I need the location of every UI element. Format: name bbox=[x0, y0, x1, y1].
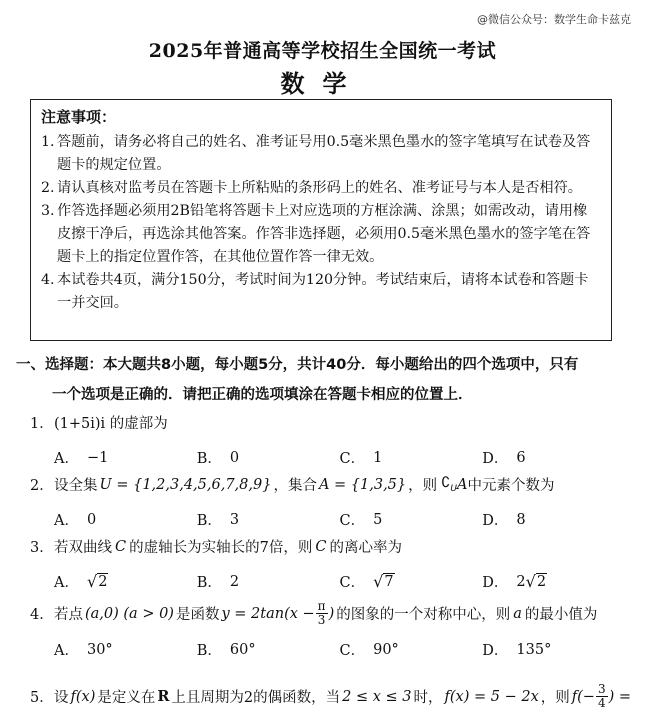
option-b: B． 0 bbox=[196, 449, 240, 467]
question-number: 2． bbox=[30, 478, 54, 494]
option-a: A． 30° bbox=[54, 641, 113, 659]
option-row bbox=[30, 639, 625, 660]
sqrt-expression: √ 7 bbox=[373, 571, 394, 591]
option-c: C． 1 bbox=[339, 449, 383, 467]
notice-item bbox=[41, 131, 601, 177]
section-header-line: 一个选项是正确的．请把正确的选项填涂在答题卡相应的位置上． bbox=[52, 387, 473, 403]
section-header bbox=[16, 350, 631, 410]
question-stem: 3． 若双曲线 C 的虚轴长为实轴长的7倍，则 C 的离心率为 bbox=[30, 536, 625, 557]
option-d: D． 8 bbox=[482, 511, 526, 529]
question-1 bbox=[30, 412, 625, 468]
notice-title: 注意事项： bbox=[41, 108, 117, 126]
complement-symbol: $∁_U$ bbox=[441, 475, 457, 494]
question-stem: 4． 若点 (a,0) (a > 0) 是函数 y = 2tan(x − $\frac{\pi}{3}$ ) 的图象的一个对称中心，则 a 的最小值为 bbox=[30, 599, 598, 627]
fraction: $\frac{\pi}{3}$ bbox=[317, 599, 326, 627]
option-c: C． 5 bbox=[339, 511, 383, 529]
notice-item bbox=[41, 177, 601, 200]
question-number: 4． bbox=[30, 607, 54, 623]
option-row bbox=[30, 509, 625, 530]
question-2 bbox=[30, 474, 625, 530]
option-d: D． 135° bbox=[482, 641, 552, 659]
question-number: 5． bbox=[30, 690, 54, 706]
question-number: 1． bbox=[30, 416, 54, 432]
notice-item bbox=[41, 269, 601, 315]
notice-item-text: 答题前，请务必将自己的姓名、准考证号用0.5毫米黑色墨水的签字笔填写在试卷及答题卡的规定位置。 bbox=[57, 134, 591, 173]
watermark: @微信公众号：数学生命卡兹克 bbox=[477, 13, 631, 26]
option-a: A． √ 2 bbox=[54, 571, 108, 591]
question-5 bbox=[30, 683, 640, 710]
question-3 bbox=[30, 536, 625, 592]
option-row bbox=[30, 447, 625, 468]
notice-item bbox=[41, 200, 601, 269]
notice-item-text: 作答选择题必须用2B铅笔将答题卡上对应选项的方框涂满、涂黑；如需改动，请用橡皮擦干净后，再选涂其他答案。作答非选择题，必须用0.5毫米黑色墨水的签字笔在答题卡上的指定位置作答，在其他位置作答一律无效。 bbox=[57, 203, 591, 265]
section-header-line: 一、选择题：本大题共8小题，每小题5分，共计40分．每小题给出的四个选项中，只有 bbox=[16, 357, 579, 373]
option-a: A． 0 bbox=[54, 511, 97, 529]
notice-item-text: 请认真核对监考员在答题卡上所粘贴的条形码上的姓名、准考证号与本人是否相符。 bbox=[57, 180, 582, 196]
option-b: B． 3 bbox=[196, 511, 240, 529]
notice-item-number: 4. bbox=[41, 272, 55, 288]
question-stem bbox=[30, 412, 625, 433]
notice-box bbox=[30, 99, 612, 341]
exam-title: 2025年普通高等学校招生全国统一考试 bbox=[148, 40, 497, 62]
sqrt-expression: √ 2 bbox=[525, 571, 547, 591]
question-4 bbox=[30, 600, 625, 660]
question-text: (1+5i)i 的虚部为 bbox=[54, 416, 168, 432]
fraction: $\frac{3}{4}$ bbox=[597, 682, 606, 710]
question-stem: 2． 设全集 U = {1,2,3,4,5,6,7,8,9} ，集合 A = {1,3,5} ，则 $∁_U$ A 中元素个数为 bbox=[30, 475, 555, 494]
question-number: 3． bbox=[30, 540, 54, 556]
option-c: C． √ 7 bbox=[339, 571, 394, 591]
notice-item-number: 3. bbox=[41, 203, 55, 219]
question-stem: 5． 设 f(x) 是定义在 R 上且周期为2的偶函数，当 2 ≤ x ≤ 3 时， f(x) = 5 − 2x ，则 f(− $\frac{3}{4}$ ) = bbox=[30, 682, 632, 710]
option-a: A． −1 bbox=[54, 449, 109, 467]
notice-item-number: 1. bbox=[41, 134, 55, 150]
subject-title: 数学 bbox=[280, 70, 365, 98]
notice-item-text: 本试卷共4页，满分150分，考试时间为120分钟。考试结束后，请将本试卷和答题卡一并交回。 bbox=[57, 272, 589, 311]
notice-item-number: 2. bbox=[41, 180, 55, 196]
option-b: B． 60° bbox=[196, 641, 256, 659]
option-c: C． 90° bbox=[339, 641, 399, 659]
option-row bbox=[30, 571, 625, 592]
sqrt-expression: √ 2 bbox=[86, 571, 108, 591]
option-d: D． 6 bbox=[482, 449, 526, 467]
option-d: D． 2 √ 2 bbox=[482, 571, 547, 591]
option-b: B． 2 bbox=[196, 573, 240, 591]
